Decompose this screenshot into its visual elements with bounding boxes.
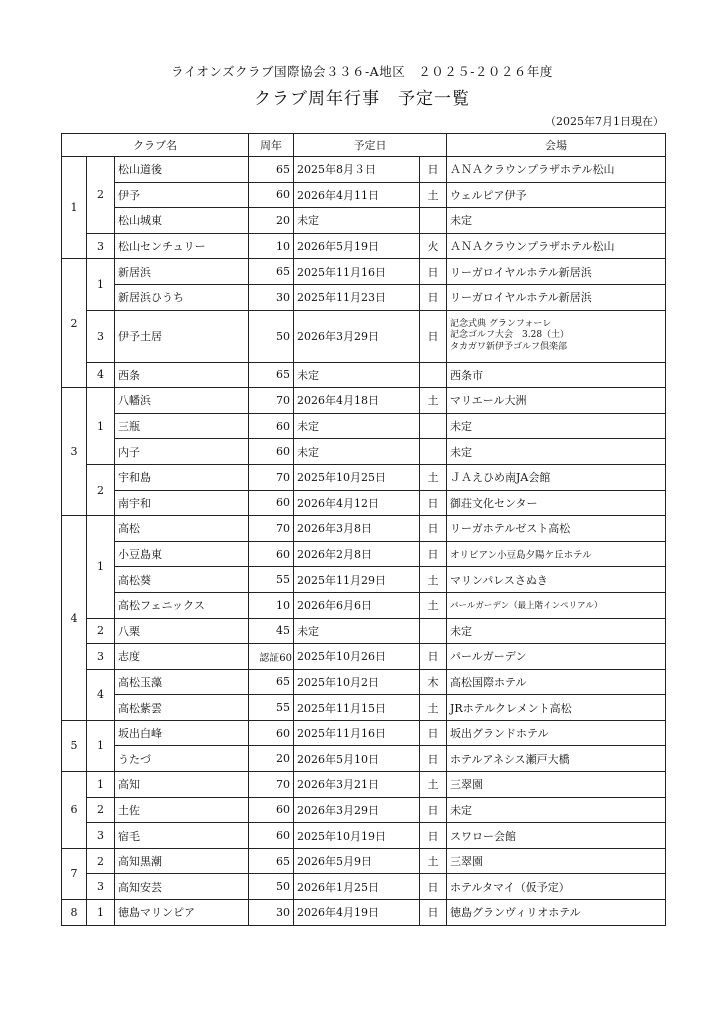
venue: 未定 [447, 439, 666, 465]
anniversary: 60 [249, 182, 294, 208]
club-name: 高松 [115, 516, 249, 542]
scheduled-date: 2025年11月16日 [294, 720, 420, 746]
scheduled-date: 2025年11月23日 [294, 284, 420, 310]
weekday [420, 208, 447, 234]
venue: オリビアン小豆島夕陽ケ丘ホテル [447, 541, 666, 567]
club-name: 宿毛 [115, 823, 249, 849]
anniversary-table [61, 133, 666, 926]
anniversary: 30 [249, 284, 294, 310]
scheduled-date: 2025年10月25日 [294, 464, 420, 490]
zone-cell: 2 [87, 464, 115, 515]
zone-cell: 3 [87, 310, 115, 362]
anniversary: 認証60 [249, 644, 294, 670]
table-row [62, 797, 666, 823]
weekday: 土 [420, 695, 447, 721]
region-cell: 7 [62, 848, 87, 899]
anniversary: 60 [249, 490, 294, 516]
region-cell: 1 [62, 157, 87, 259]
venue: リーガロイヤルホテル新居浜 [447, 259, 666, 285]
table-row [62, 618, 666, 644]
venue: 未定 [447, 208, 666, 234]
weekday: 土 [420, 464, 447, 490]
page-title: クラブ周年行事 予定一覧 [254, 89, 470, 109]
club-name: 高知黒潮 [115, 848, 249, 874]
club-name: 新居浜 [115, 259, 249, 285]
zone-cell: 3 [87, 644, 115, 670]
zone-cell: 3 [87, 233, 115, 259]
club-name: 南宇和 [115, 490, 249, 516]
table-row [62, 259, 666, 285]
scheduled-date: 2025年11月29日 [294, 567, 420, 593]
table-row [62, 362, 666, 388]
weekday [420, 439, 447, 465]
club-name: 志度 [115, 644, 249, 670]
zone-cell: 2 [87, 848, 115, 874]
region-cell: 2 [62, 259, 87, 388]
zone-cell: 2 [87, 157, 115, 234]
venue: リーガロイヤルホテル新居浜 [447, 284, 666, 310]
club-name: 坂出白峰 [115, 720, 249, 746]
venue: ＡＮＡクラウンプラザホテル松山 [447, 233, 666, 259]
scheduled-date: 2026年4月12日 [294, 490, 420, 516]
table-row [62, 157, 666, 183]
region-cell: 3 [62, 388, 87, 516]
anniversary: 10 [249, 233, 294, 259]
venue: スワロー会館 [447, 823, 666, 849]
scheduled-date: 2026年5月10日 [294, 746, 420, 772]
table-row [62, 182, 666, 208]
club-name: 小豆島東 [115, 541, 249, 567]
anniversary: 70 [249, 772, 294, 798]
table-row [62, 823, 666, 849]
club-name: 伊予 [115, 182, 249, 208]
weekday: 土 [420, 388, 447, 414]
scheduled-date: 2026年1月25日 [294, 874, 420, 900]
region-cell: 4 [62, 516, 87, 721]
anniversary: 65 [249, 259, 294, 285]
weekday: 日 [420, 157, 447, 183]
scheduled-date: 2026年5月19日 [294, 233, 420, 259]
venue: 坂出グランドホテル [447, 720, 666, 746]
scheduled-date: 2026年3月8日 [294, 516, 420, 542]
anniversary: 20 [249, 208, 294, 234]
scheduled-date: 2026年6月6日 [294, 592, 420, 618]
venue: 西条市 [447, 362, 666, 388]
weekday: 日 [420, 310, 447, 362]
anniversary: 20 [249, 746, 294, 772]
table-row [62, 720, 666, 746]
scheduled-date: 2026年3月29日 [294, 310, 420, 362]
scheduled-date: 2025年10月19日 [294, 823, 420, 849]
weekday: 土 [420, 848, 447, 874]
weekday: 日 [420, 259, 447, 285]
zone-cell: 3 [87, 823, 115, 849]
table-row [62, 848, 666, 874]
anniversary: 65 [249, 157, 294, 183]
venue [447, 310, 666, 362]
weekday: 日 [420, 490, 447, 516]
zone-cell: 1 [87, 516, 115, 618]
scheduled-date: 2026年3月21日 [294, 772, 420, 798]
table-row [62, 669, 666, 695]
col-header-anniversary: 周年 [249, 134, 294, 157]
club-name: 高松葵 [115, 567, 249, 593]
anniversary: 55 [249, 567, 294, 593]
anniversary: 50 [249, 310, 294, 362]
club-name: 八栗 [115, 618, 249, 644]
club-name: 土佐 [115, 797, 249, 823]
table-row [62, 490, 666, 516]
scheduled-date: 2026年4月19日 [294, 900, 420, 926]
zone-cell: 1 [87, 388, 115, 465]
anniversary: 60 [249, 439, 294, 465]
club-name: 高知 [115, 772, 249, 798]
scheduled-date: 2026年4月11日 [294, 182, 420, 208]
club-name: 伊予土居 [115, 310, 249, 362]
club-name: 内子 [115, 439, 249, 465]
weekday: 日 [420, 823, 447, 849]
club-name: 新居浜ひうち [115, 284, 249, 310]
venue: ホテルタマイ（仮予定） [447, 874, 666, 900]
scheduled-date: 未定 [294, 208, 420, 234]
anniversary: 70 [249, 516, 294, 542]
zone-cell: 4 [87, 669, 115, 720]
anniversary: 10 [249, 592, 294, 618]
table-row [62, 233, 666, 259]
club-name: 三瓶 [115, 413, 249, 439]
anniversary: 65 [249, 669, 294, 695]
scheduled-date: 2025年10月26日 [294, 644, 420, 670]
table-row [62, 541, 666, 567]
venue: マリンパレスさぬき [447, 567, 666, 593]
scheduled-date: 2026年2月8日 [294, 541, 420, 567]
venue: ウェルピア伊予 [447, 182, 666, 208]
scheduled-date: 2026年3月29日 [294, 797, 420, 823]
weekday: 日 [420, 516, 447, 542]
scheduled-date: 2025年8月３日 [294, 157, 420, 183]
anniversary: 60 [249, 823, 294, 849]
venue: パールガーデン [447, 644, 666, 670]
region-cell: 8 [62, 900, 87, 926]
venue-line: 記念式典 グランフォーレ [450, 318, 552, 329]
weekday: 日 [420, 541, 447, 567]
table-row [62, 695, 666, 721]
anniversary: 60 [249, 797, 294, 823]
table-row [62, 592, 666, 618]
district-title: ライオンズクラブ国際協会３３６-A地区 ２０２５-２０２６年度 [171, 64, 553, 79]
weekday: 土 [420, 592, 447, 618]
venue-line: タカガワ新伊予ゴルフ倶楽部 [450, 341, 568, 352]
table-row [62, 746, 666, 772]
zone-cell: 1 [87, 772, 115, 798]
scheduled-date: 2025年11月15日 [294, 695, 420, 721]
table-row [62, 439, 666, 465]
col-header-venue: 会場 [447, 134, 666, 157]
weekday: 日 [420, 874, 447, 900]
table-row [62, 874, 666, 900]
table-row [62, 644, 666, 670]
table-row [62, 413, 666, 439]
weekday: 火 [420, 233, 447, 259]
zone-cell: 1 [87, 900, 115, 926]
venue: 未定 [447, 618, 666, 644]
table-header-row [62, 134, 666, 157]
table-row [62, 284, 666, 310]
venue: パールガーデン（最上階インペリアル） [447, 592, 666, 618]
table-row [62, 772, 666, 798]
weekday: 日 [420, 797, 447, 823]
club-name: 松山道後 [115, 157, 249, 183]
venue: ＪＡえひめ南JA会館 [447, 464, 666, 490]
anniversary: 65 [249, 848, 294, 874]
venue-line: 記念ゴルフ大会 3.28（土） [450, 330, 570, 341]
anniversary: 60 [249, 541, 294, 567]
weekday: 日 [420, 720, 447, 746]
scheduled-date: 未定 [294, 413, 420, 439]
venue: 徳島グランヴィリオホテル [447, 900, 666, 926]
table-row [62, 900, 666, 926]
anniversary: 55 [249, 695, 294, 721]
scheduled-date: 2026年5月9日 [294, 848, 420, 874]
venue: ホテルアネシス瀬戸大橋 [447, 746, 666, 772]
zone-cell: 1 [87, 259, 115, 310]
weekday: 日 [420, 900, 447, 926]
club-name: 高松フェニックス [115, 592, 249, 618]
club-name: 松山センチュリー [115, 233, 249, 259]
zone-cell: 2 [87, 797, 115, 823]
venue: マリエール大洲 [447, 388, 666, 414]
club-name: 高知安芸 [115, 874, 249, 900]
zone-cell: 3 [87, 874, 115, 900]
club-name: 徳島マリンピア [115, 900, 249, 926]
table-row [62, 388, 666, 414]
scheduled-date: 2025年10月2日 [294, 669, 420, 695]
club-name: 松山城東 [115, 208, 249, 234]
weekday: 日 [420, 644, 447, 670]
table-row [62, 567, 666, 593]
weekday [420, 618, 447, 644]
anniversary: 70 [249, 388, 294, 414]
zone-cell: 4 [87, 362, 115, 388]
venue: 三翠園 [447, 772, 666, 798]
weekday: 土 [420, 772, 447, 798]
col-header-club: クラブ名 [62, 134, 249, 157]
anniversary: 70 [249, 464, 294, 490]
table-row [62, 516, 666, 542]
club-name: うたづ [115, 746, 249, 772]
region-cell: 6 [62, 772, 87, 849]
anniversary: 60 [249, 720, 294, 746]
scheduled-date: 2025年11月16日 [294, 259, 420, 285]
col-header-date: 予定日 [294, 134, 447, 157]
venue: 未定 [447, 797, 666, 823]
venue: JRホテルクレメント高松 [447, 695, 666, 721]
weekday: 土 [420, 182, 447, 208]
zone-cell: 2 [87, 618, 115, 644]
venue: ＡＮＡクラウンプラザホテル松山 [447, 157, 666, 183]
zone-cell: 1 [87, 720, 115, 771]
as-of-date: （2025年7月1日現在） [545, 115, 664, 128]
club-name: 宇和島 [115, 464, 249, 490]
venue: 未定 [447, 413, 666, 439]
weekday: 土 [420, 567, 447, 593]
weekday: 日 [420, 284, 447, 310]
weekday: 日 [420, 746, 447, 772]
anniversary: 30 [249, 900, 294, 926]
anniversary: 60 [249, 413, 294, 439]
club-name: 高松玉藻 [115, 669, 249, 695]
scheduled-date: 未定 [294, 618, 420, 644]
club-name: 高松紫雲 [115, 695, 249, 721]
table-row [62, 310, 666, 362]
club-name: 西条 [115, 362, 249, 388]
anniversary: 65 [249, 362, 294, 388]
anniversary: 50 [249, 874, 294, 900]
club-name: 八幡浜 [115, 388, 249, 414]
venue: 御荘文化センター [447, 490, 666, 516]
scheduled-date: 未定 [294, 439, 420, 465]
table-row [62, 208, 666, 234]
venue: リーガホテルゼスト高松 [447, 516, 666, 542]
venue: 三翠園 [447, 848, 666, 874]
region-cell: 5 [62, 720, 87, 771]
weekday [420, 362, 447, 388]
venue: 高松国際ホテル [447, 669, 666, 695]
weekday [420, 413, 447, 439]
table-row [62, 464, 666, 490]
scheduled-date: 未定 [294, 362, 420, 388]
anniversary: 45 [249, 618, 294, 644]
weekday: 木 [420, 669, 447, 695]
scheduled-date: 2026年4月18日 [294, 388, 420, 414]
